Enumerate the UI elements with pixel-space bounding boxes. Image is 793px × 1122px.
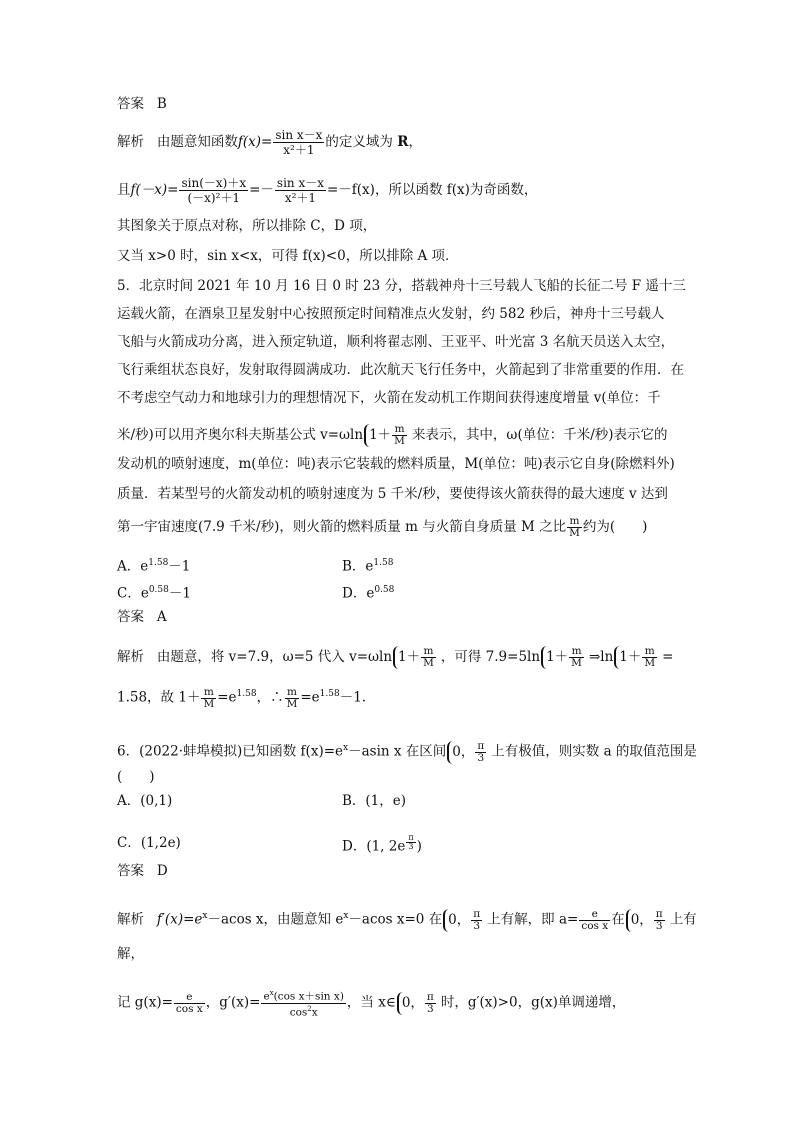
- q4-analysis-line-2: 且f(－x)= $\frac{\sin(-x)+x}{\text{(－x)²＋1}}$ =－ $\frac{\text{sin x－x}}{\text{x²＋1}}$ =－f(x)，所以函数 f(x)为奇函数，: [117, 176, 538, 205]
- q4-analysis-line-1: 解析 由题意知函数f(x)= $\frac{\text{sin x－x}}{\text{x²＋1}}$ 的定义域为 R，: [117, 128, 422, 157]
- q5-option-d: D．$e^{0.58}$: [342, 585, 395, 602]
- q5-answer-line: [117, 607, 167, 627]
- q5-stem-line-8: 质量．若某型号的火箭发动机的喷射速度为 5 千米/秒，要使得该火箭获得的最大速度 v 达到: [117, 486, 668, 502]
- q5-option-c: C．$e^{0.58}-1$: [117, 585, 191, 602]
- q6-analysis-line-2: 解，: [117, 946, 144, 962]
- answer-value: B: [156, 96, 167, 112]
- answer-value: D: [156, 863, 168, 879]
- q5-analysis-line-1: 解析 由题意，将 v=7.9，ω=5 代入 v=ωln 1＋ $\frac{m}{M}$ ，可得 7.9=5ln 1＋ $\frac{m}{M}$ ⇒ln 1＋ $\frac{m}{M}$ =: [117, 645, 674, 669]
- fraction: $\frac{\sin(-x)+x}{\text{(－x)²＋1}}$: [181, 176, 247, 205]
- q6-option-a: A．(0,1): [117, 793, 173, 809]
- fraction: $\frac{\text{sin x－x}}{\text{x²＋1}}$: [276, 176, 324, 205]
- answer-label: 答案: [117, 96, 144, 112]
- answer-label: 答案: [117, 863, 144, 879]
- q5-stem-line-9: 第一宇宙速度(7.9 千米/秒)，则火箭的燃料质量 m 与火箭自身质量 M 之比 $\frac{m}{M}$ 约为( ): [117, 515, 648, 539]
- answer-value: A: [156, 609, 167, 625]
- analysis-label: 解析: [117, 649, 144, 665]
- analysis-label: 解析: [117, 134, 144, 150]
- q5-analysis-line-2: 1.58，故 1＋ $\frac{m}{M}$ $=e^{1.58}$，∴ $\frac{m}{M}$ $=e^{1.58}-1$.: [117, 685, 367, 710]
- q5-stem-line-1: 5．北京时间 2021 年 10 月 16 日 0 时 23 分，搭载神舟十三号载人飞船的长征二号 F 遥十三: [117, 278, 686, 294]
- fraction: $\frac{m}{M}$: [569, 515, 580, 539]
- q6-option-c: C．(1,2e): [117, 835, 181, 851]
- q6-option-b: B．(1，e): [342, 793, 407, 809]
- q6-option-d: D．(1, 2e $^{\frac{\pi}{3}}$ ): [342, 833, 422, 855]
- answer-label: 答案: [117, 609, 144, 625]
- q6-stem-line-1: 6．(2022·蚌埠模拟)已知函数 $f(x)=e^x-asin$ x 在区间 0， $\frac{\pi}{3}$ 上有极值，则实数 a 的取值范围是: [117, 739, 697, 764]
- q5-stem-line-2: 运载火箭，在酒泉卫星发射中心按照预定时间精准点火发射，约 582 秒后，神舟十三号载人: [117, 306, 665, 322]
- q5-stem-line-5: 不考虑空气动力和地球引力的理想情况下，火箭在发动机工作期间获得速度增量 v(单位：千: [117, 390, 661, 406]
- interval-bracket: 0， $\frac{\pi}{3}$: [447, 741, 490, 764]
- q5-option-b: B．$e^{1.58}$: [342, 558, 394, 575]
- q6-analysis-line-3: 记 g(x)= $\frac{e}{\text{cos x}}$ ，g′(x)= $\frac{e^x(\cos x+\sin x)}{\cos^2x}$ ，当 x∈ 0， $\frac{\pi}{3}$ 时，g′(x)>0，g(x)单调递增，: [117, 989, 626, 1018]
- q6-stem-paren: ( ): [117, 769, 155, 785]
- q5-option-a: A．$e^{1.58}-1$: [117, 558, 191, 575]
- analysis-label: 解析: [117, 911, 144, 928]
- q5-stem-line-6: 米/秒)可以用齐奥尔科夫斯基公式 v=ωln 1＋ $\frac{m}{M}$ 来表示，其中，ω(单位：千米/秒)表示它的: [117, 423, 668, 447]
- q6-analysis-line-1: 解析 $f'(x)=e^x-acos$ x，由题意知 $e^x-acos$ x=0 在 0， $\frac{\pi}{3}$ 上有解，即 a= $\frac{e}{\text{cos x}}$ 在 0， $\frac{\pi}{3}$ 上有: [117, 907, 697, 932]
- q5-stem-line-7: 发动机的喷射速度，m(单位：吨)表示它装载的燃料质量，M(单位：吨)表示它自身(除燃料外): [117, 456, 675, 472]
- formula-bracket: 1＋ $\frac{m}{M}$: [364, 424, 411, 447]
- q4-analysis-line-4: 又当 x>0 时，sin x<x，可得 f(x)<0，所以排除 A 项．: [117, 248, 459, 264]
- q5-stem-line-4: 飞行乘组状态良好，发射取得圆满成功．此次航天飞行任务中，火箭起到了非常重要的作用．在: [117, 362, 684, 378]
- fraction: $\frac{\text{sin x－x}}{\text{x²＋1}}$: [275, 128, 323, 157]
- q6-answer-line: [117, 861, 168, 881]
- q5-stem-line-3: 飞船与火箭成功分离，进入预定轨道，顺利将翟志刚、王亚平、叶光富 3 名航天员送入太空，: [117, 334, 675, 350]
- q4-answer-line: [117, 94, 167, 114]
- q4-analysis-line-3: 其图象关于原点对称，所以排除 C，D 项，: [117, 218, 377, 234]
